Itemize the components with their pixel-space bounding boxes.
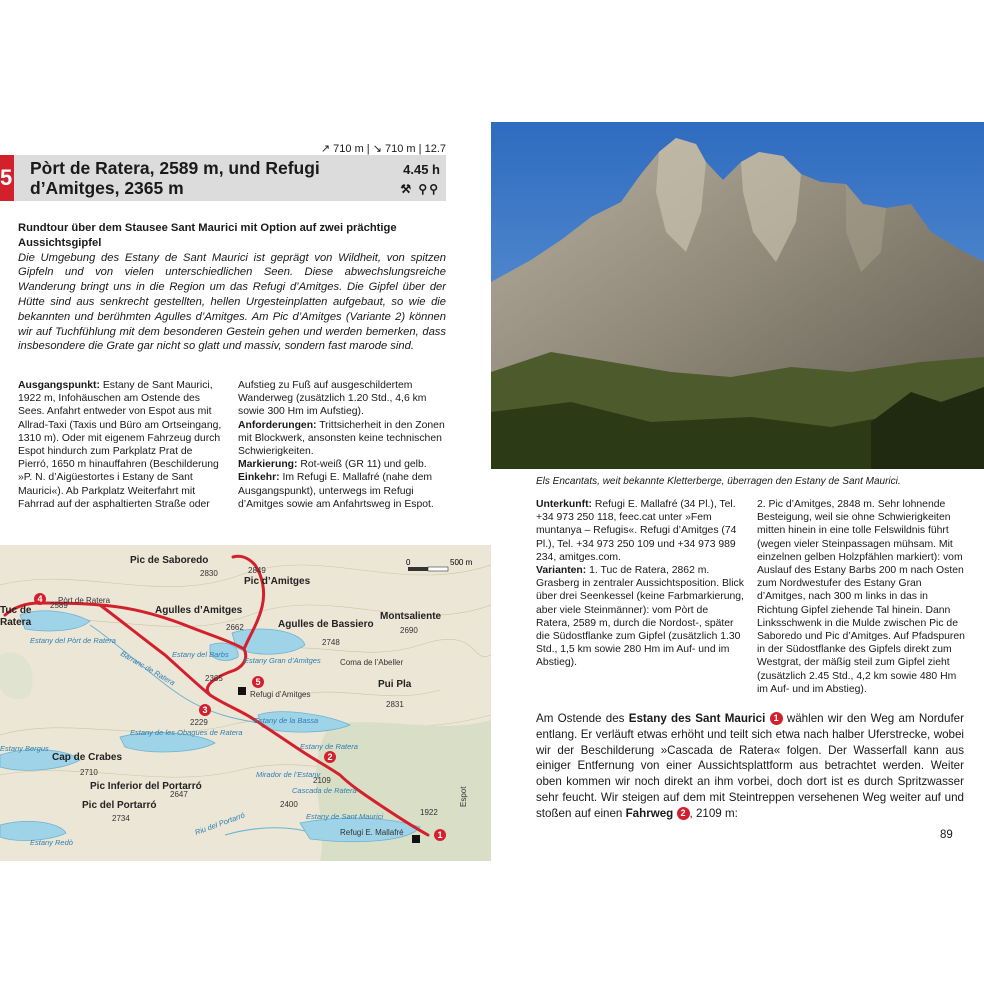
ascent: ↗ 710 m: [320, 143, 364, 155]
map-elevation: 2710: [80, 768, 98, 777]
map-label: Pic del Portarró: [82, 800, 157, 811]
map-water-label: Cascada de Ratera: [292, 786, 357, 795]
map-water-label: Barranc de Ratera: [119, 648, 177, 688]
intro: [18, 221, 446, 354]
distance: 12.7: [424, 143, 446, 155]
route-description: [536, 711, 964, 822]
tour-number: 5: [0, 155, 14, 201]
tour-stats: ↗ 710 m | ↘ 710 m | 12.7: [310, 142, 446, 167]
map-elevation: 2589: [50, 601, 68, 610]
map-label: Pòrt de Ratera: [58, 596, 111, 605]
map-elevation: 2647: [170, 790, 188, 799]
waypoint-badge-2: 2: [677, 807, 690, 820]
tour-duration: 4.45 h: [403, 162, 440, 177]
map-water-label: Estany Gran d’Amitges: [244, 656, 321, 665]
map-water-label: Mirador de l’Estany: [256, 770, 321, 779]
body-text-3: , 2109 m:: [689, 806, 738, 820]
body-bold-1: Estany des Sant Maurici: [628, 712, 766, 725]
start-cont: Aufstieg zu Fuß auf ausgeschildertem Wanderweg (zusätzlich 1.20 Std., 4,6 km sowie 300 Hm im Aufstieg).: [238, 380, 427, 418]
map-water-label: Estany Redò: [30, 838, 73, 847]
map-water-label: Riu del Portarró: [193, 810, 247, 837]
photo-caption: Els Encantats, weit bekannte Kletterberge, überragen den Estany de Sant Maurici.: [536, 476, 901, 487]
variants-text: 1. Tuc de Ratera, 2862 m. Grasberg in zentraler Aussichtsposition. Blick über drei Seenkessel (keine Farbmarkierung, aber viele Steinmänner): vom Pòrt de Ratera, 2589 m, durch die Nordost-, später die Südostflanke zum Gipfel (zusätzlich 1.30 Std., 1,5 km sowie 280 Hm im Auf- und im Abstieg).: [536, 565, 744, 669]
intro-text: Die Umgebung des Estany de Sant Maurici ist geprägt von Wildheit, von spitzen Gipfeln und von vielen unterschiedlichen Seen. Diese abwechslungsreiche Wanderung bringt uns in die Region um das Refugi d’Amitges. Die Gipfel über der Hütte sind aus senkrecht gestellten, hellen Urgesteinplatten aufgebaut, so wie die bekannten und berühmten Agulles d’Amitges. Am Pic d’Amitges (Variante 2) können wir auf Tuchfühlung mit dem besonderen Gestein gehen und werden bemerken, dass insbesondere die Grate gar nicht so glatt und massiv, sondern fast marode sind.: [18, 251, 446, 353]
map-water-label: Estany de la Bassa: [254, 716, 319, 725]
map-label: Coma de l’Abeller: [340, 658, 404, 667]
map-water-label: Estany de les Obagues de Ratera: [130, 728, 243, 737]
mark-text: Rot-weiß (GR 11) und gelb.: [300, 459, 427, 471]
body-text-2: wählen wir den Weg am Nordufer entlang. Er verläuft etwas erhöht und teilt sich etwa nach halber Uferstrecke, wobei wir der Beschilderung »Cascada de Ratera« folgen. Der Wasserfall kann aus einiger Entfernung von einer Aussichtsplattform aus betrachtet werden. Weiter oben kommen wir noch direkt an ihm vorbei, doch dort ist es durch Spritzwasser sehr feucht. Wir steigen auf dem mit Steintreppen versehenen Weg weiter auf und stoßen auf einen: [536, 712, 964, 820]
map-elevation: 1922: [420, 808, 438, 817]
map-elevation: 2849: [248, 566, 266, 575]
descent: ↘ 710 m: [372, 143, 416, 155]
mountain-photo: [491, 122, 984, 469]
map-water-label: Estany Bergus: [0, 744, 49, 753]
start-text: Estany de Sant Maurici, 1922 m, Infohäuschen am Ostende des Sees. Anfahrt entweder von Espot aus mit Allrad-Taxi (Taxis und Büro am Ortseingang, 1310 m). Oder mit eigenem Fahrzeug durch Espot hindurch zum Parkplatz Prat de Pierró, 1650 m hinauffahren (Beschilderung »P. N. d’Aigüestortes i Estany de Sant Maurici«). Ab Parkplatz Weiterfahrt mit Fahrrad auf der asphaltierten Straße oder: [18, 380, 222, 510]
map-elevation: 2830: [200, 569, 218, 578]
waypoint-label-2: 2: [327, 752, 333, 762]
start-label: Ausgangspunkt:: [18, 380, 100, 391]
lodge-label: Unterkunft:: [536, 499, 592, 510]
map-elevation: 2690: [400, 626, 418, 635]
map-label: Pic d’Amitges: [244, 576, 311, 587]
map-elevation: 2748: [322, 638, 340, 647]
variants-label: Varianten:: [536, 565, 587, 577]
lodge-text: Refugi E. Mallafré (34 Pl.), Tel. +34 973 250 118, feec.cat unter »Fem muntanya – Refugis«. Refugi d’Amitges (74 Pl.), Tel. +34 973 250 109 und +34 973 989 234, amitges.com.: [536, 499, 737, 563]
route-map: [0, 545, 491, 861]
map-label: Pic de Saboredo: [130, 555, 209, 566]
map-elevation: 2400: [280, 800, 298, 809]
variant-2-text: 2. Pic d’Amitges, 2848 m. Sehr lohnende Besteigung, weil sie ohne Schwierigkeiten mitten hinein in eine tolle Felswildnis führt (wegen vieler Steinpassagen mühsam. Mit einzelnen gelben Holzpfählen markiert): vom Auslauf des Estany Barbs 200 m nach Osten zum Nordwestufer des Estany Gran d’Amitges, nach 300 m links in das in Richtung Gipfel ziehende Tal hinein. Dann Linksschwenk in die Mulde zwischen Pic de Saboredo und Pic d’Amitges. Auf Pfadspuren in der Südostflanke des Gipfels direkt zum Westgrat, der mäßig steil zum Gipfel zieht (zusätzlich 2.45 Std., 4,2 km sowie 480 Hm im Auf- und im Abstieg).: [757, 499, 965, 695]
map-label: Tuc de: [0, 605, 32, 616]
waypoint-badge-1: 1: [770, 712, 783, 725]
map-elevation: 2229: [190, 718, 208, 727]
waypoint-label-3: 3: [202, 705, 208, 715]
hut-icon: [238, 687, 246, 695]
map-water-label: Estany del Pòrt de Ratera: [30, 636, 116, 645]
body-text-1: Am Ostende des: [536, 712, 629, 725]
map-water-label: Estany del Barbs: [172, 650, 229, 659]
req-text: Trittsicherheit in den Zonen mit Blockwerk, ansonsten keine technischen Schwierigkeiten.: [238, 419, 445, 458]
map-label: Espot: [459, 786, 468, 807]
map-elevation: 2734: [112, 814, 130, 823]
map-elevation: 2365: [205, 674, 223, 683]
scale-0: 0: [406, 558, 411, 567]
map-elevation: 2831: [386, 700, 404, 709]
hut-icon: [412, 835, 420, 843]
waypoint-label-4: 4: [37, 594, 43, 604]
body-bold-2: Fahrweg: [625, 806, 674, 820]
map-label: Ratera: [0, 617, 32, 628]
intro-heading: Rundtour über dem Stausee Sant Maurici mit Option auf zwei prächtige Aussichtsgipfel: [18, 222, 397, 249]
info-column-4: [757, 498, 967, 696]
info-column-3: [536, 498, 744, 670]
map-label: Pui Pla: [378, 679, 412, 690]
difficulty-icons: ⚒ ⚲⚲: [400, 182, 440, 196]
map-label: Refugi E. Mallafré: [340, 828, 404, 837]
info-column-2: [238, 379, 448, 511]
map-water-label: Estany de Ratera: [300, 742, 358, 751]
req-label: Anforderungen:: [238, 419, 317, 431]
tour-header: [0, 155, 446, 201]
map-label: Agulles d’Amitges: [155, 605, 243, 616]
map-elevation: 2662: [226, 623, 244, 632]
waypoint-label-1: 1: [437, 830, 443, 840]
map-water-label: Estany de Sant Maurici: [306, 812, 384, 821]
map-label: Pic Inferior del Portarró: [90, 781, 202, 792]
stop-text: Im Refugi E. Mallafré (nahe dem Ausgangspunkt), unterwegs im Refugi d’Amitges sowie am Anfahrtsweg in Espot.: [238, 472, 434, 510]
tour-title: Pòrt de Ratera, 2589 m, und Refugi d’Amitges, 2365 m: [30, 158, 320, 198]
map-label: Montsaliente: [380, 611, 442, 622]
waypoint-label-5: 5: [255, 677, 261, 687]
page-number: 89: [940, 829, 953, 841]
map-label: Agulles de Bassiero: [278, 619, 374, 630]
scale-500: 500 m: [450, 558, 473, 567]
map-label: Refugi d’Amitges: [250, 690, 311, 699]
map-label: Cap de Crabes: [52, 752, 123, 763]
mark-label: Markierung:: [238, 459, 298, 471]
stop-label: Einkehr:: [238, 472, 280, 484]
info-column-1: [18, 379, 224, 511]
map-elevation: 2109: [313, 776, 331, 785]
